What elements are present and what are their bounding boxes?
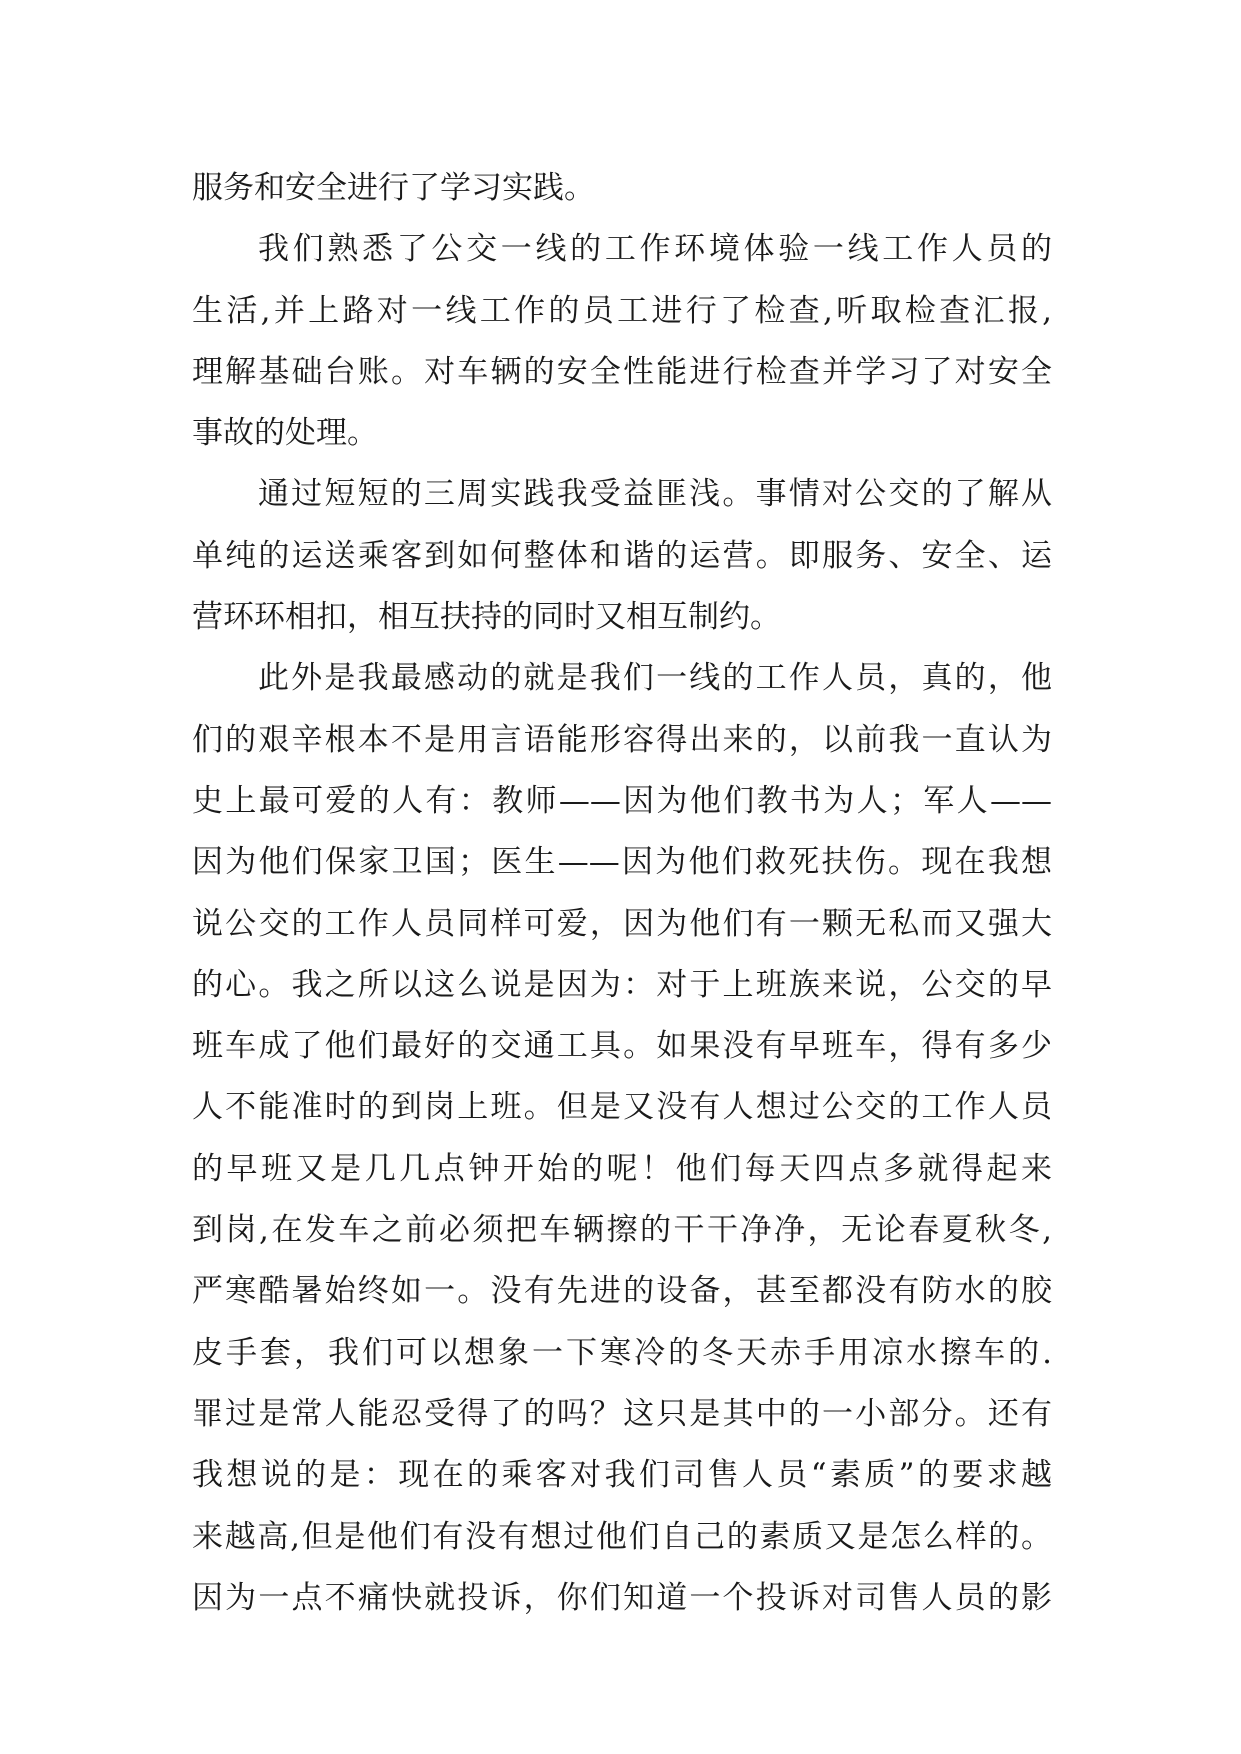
text-line: 的心。我之所以这么说是因为：对于上班族来说，公交的早 (192, 966, 1052, 1003)
text-line: 人不能准时的到岗上班。但是又没有人想过公交的工作人员 (192, 1089, 1052, 1126)
text-line: 生活,并上路对一线工作的员工进行了检查,听取检查汇报, (192, 292, 1052, 329)
text-line: 说公交的工作人员同样可爱，因为他们有一颗无私而又强大 (192, 905, 1052, 942)
text-line: 严寒酷暑始终如一。没有先进的设备，甚至都没有防水的胶 (192, 1273, 1052, 1310)
text-line: 班车成了他们最好的交通工具。如果没有早班车，得有多少 (192, 1028, 1052, 1065)
text-line: 们的艰辛根本不是用言语能形容得出来的，以前我一直认为 (192, 721, 1052, 758)
text-line: 事故的处理。 (192, 415, 378, 452)
text-line: 罪过是常人能忍受得了的吗？这只是其中的一小部分。还有 (192, 1395, 1052, 1432)
text-line: 服务和安全进行了学习实践。 (192, 170, 595, 206)
text-line: 史上最可爱的人有：教师——因为他们教书为人；军人—— (192, 782, 1052, 819)
text-line: 来越高,但是他们有没有想过他们自己的素质又是怎么样的。 (192, 1518, 1052, 1555)
body-text (192, 158, 1052, 1629)
text-line: 单纯的运送乘客到如何整体和谐的运营。即服务、安全、运 (192, 537, 1052, 574)
text-line: 到岗,在发车之前必须把车辆擦的干干净净，无论春夏秋冬, (192, 1212, 1052, 1249)
text-line: 理解基础台账。对车辆的安全性能进行检查并学习了对安全 (192, 353, 1052, 390)
text-line: 通过短短的三周实践我受益匪浅。事情对公交的了解从 (258, 476, 1052, 513)
text-line: 因为他们保家卫国；医生——因为他们救死扶伤。现在我想 (192, 844, 1052, 881)
text-line: 我想说的是：现在的乘客对我们司售人员“素质”的要求越 (192, 1457, 1052, 1494)
text-line: 此外是我最感动的就是我们一线的工作人员，真的，他 (258, 660, 1052, 697)
text-line: 的早班又是几几点钟开始的呢！他们每天四点多就得起来 (192, 1150, 1052, 1187)
text-line: 我们熟悉了公交一线的工作环境体验一线工作人员的 (258, 231, 1052, 268)
text-line: 皮手套，我们可以想象一下寒冷的冬天赤手用凉水擦车的. (192, 1334, 1052, 1371)
text-line: 营环环相扣，相互扶持的同时又相互制约。 (192, 599, 781, 636)
text-line: 因为一点不痛快就投诉，你们知道一个投诉对司售人员的影 (192, 1579, 1052, 1616)
